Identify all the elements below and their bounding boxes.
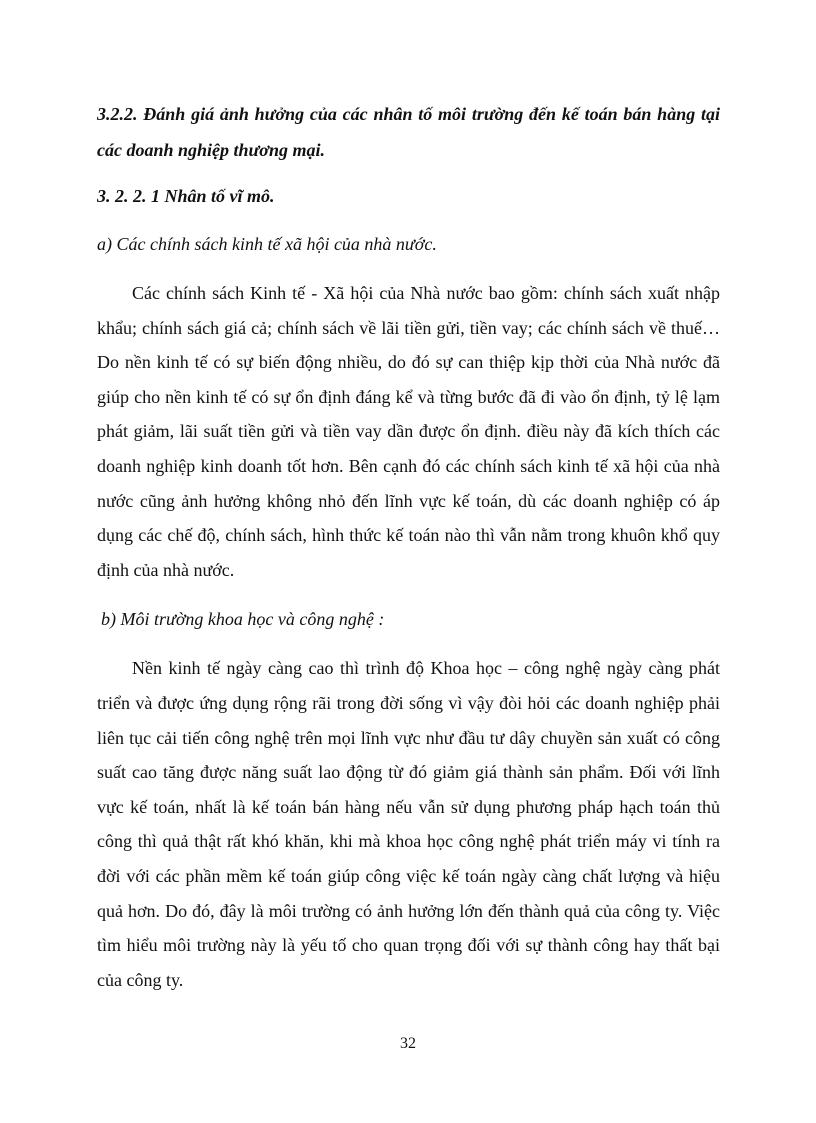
page-number: 32 (400, 1035, 416, 1052)
section-b-title: b) Môi trường khoa học và công nghệ : (101, 609, 385, 630)
page-content (97, 96, 720, 997)
subsection-heading: 3. 2. 2. 1 Nhân tố vĩ mô. (97, 186, 275, 206)
section-a-paragraph: Các chính sách Kinh tế - Xã hội của Nhà nước bao gồm: chính sách xuất nhập khẩu; chính sách giá cả; chính sách về lãi tiền gửi, tiền vay; các chính sách về thuế… Do nền kinh tế có sự biến động nhiều, do đó sự can thiệp kịp thời của Nhà nước đã giúp cho nền kinh tế có sự ổn định đáng kể và từng bước đã đi vào ổn định, tỷ lệ lạm phát giảm, lãi suất tiền gửi và tiền vay dần được ổn định. điều này đã kích thích các doanh nghiệp kinh doanh tốt hơn. Bên cạnh đó các chính sách kinh tế xã hội của nhà nước cũng ảnh hưởng không nhỏ đến lĩnh vực kế toán, dù các doanh nghiệp có áp dụng các chế độ, chính sách, hình thức kế toán nào thì vẫn nằm trong khuôn khổ quy định của nhà nước. (97, 283, 720, 580)
section-a-title: a) Các chính sách kinh tế xã hội của nhà nước. (97, 234, 437, 254)
section-b-paragraph: Nền kinh tế ngày càng cao thì trình độ Khoa học – công nghệ ngày càng phát triển và được ứng dụng rộng rãi trong đời sống vì vậy đòi hỏi các doanh nghiệp phải liên tục cải tiến công nghệ trên mọi lĩnh vực như đầu tư dây chuyền sản xuất có công suất cao tăng được năng suất lao động từ đó giảm giá thành sản phẩm. Đối với lĩnh vực kế toán, nhất là kế toán bán hàng nếu vẫn sử dụng phương pháp hạch toán thủ công thì quả thật rất khó khăn, khi mà khoa học công nghệ phát triển máy vi tính ra đời với các phần mềm kế toán giúp công việc kế toán ngày càng chất lượng và hiệu quả hơn. Do đó, đây là môi trường có ảnh hưởng lớn đến thành quả của công ty. Việc tìm hiểu môi trường này là yếu tố cho quan trọng đối với sự thành công hay thất bại của công ty. (97, 658, 720, 990)
section-heading: 3.2.2. Đánh giá ảnh hưởng của các nhân tố môi trường đến kế toán bán hàng tại các doanh nghiệp thương mại. (97, 104, 720, 160)
